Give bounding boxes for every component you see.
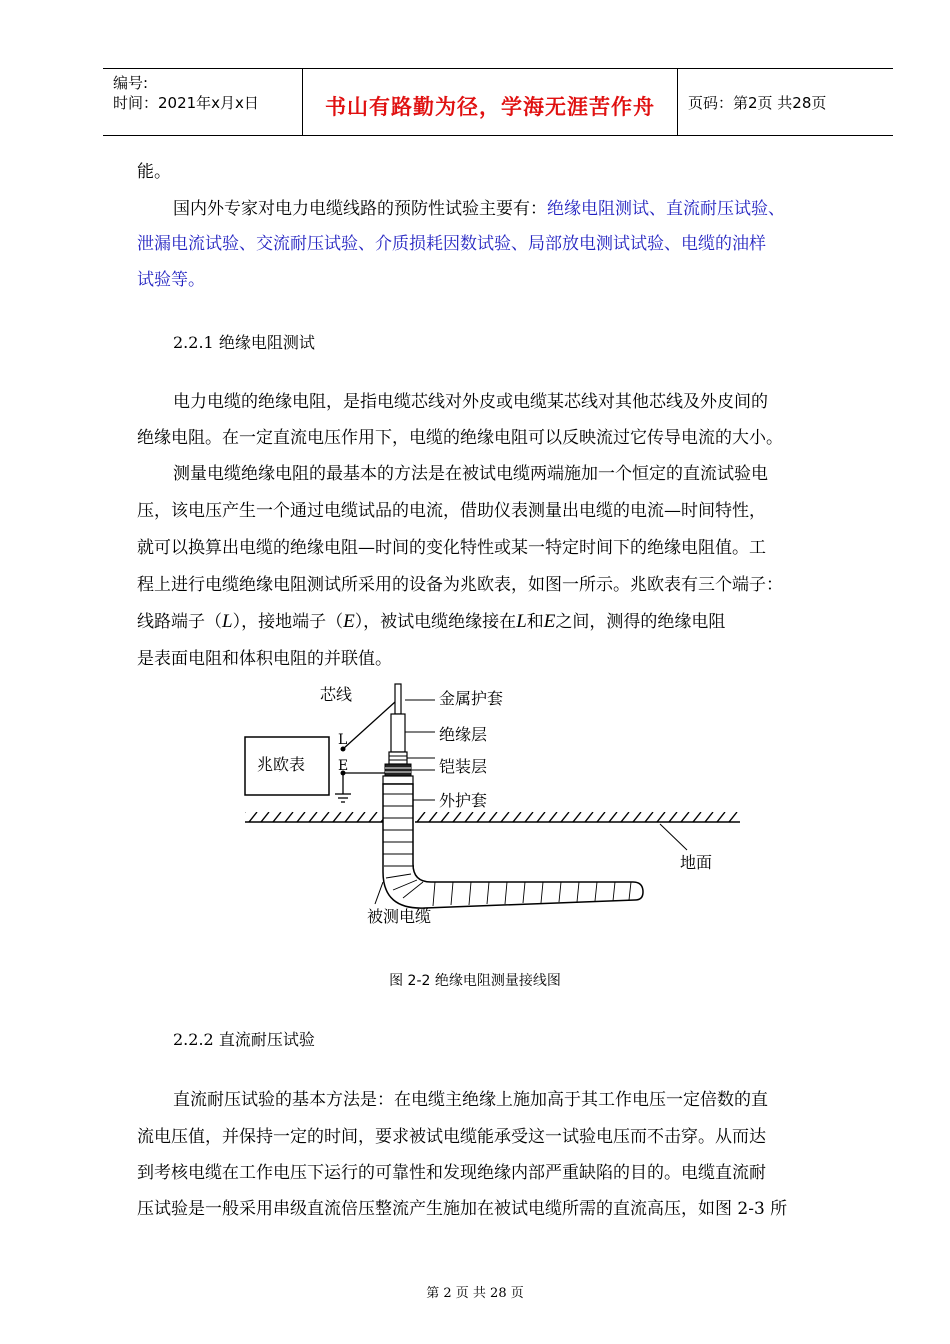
paragraph-method-line-2: 压，该电压产生一个通过电缆试品的电流，借助仪表测量出电缆的电流—时间特性， <box>137 501 766 521</box>
header-page-number: 页码：第2页 共28页 <box>688 94 827 112</box>
label-terminal-E: E <box>338 758 349 774</box>
paragraph-insulation-line-2: 绝缘电阻。在一定直流电压作用下，电缆的绝缘电阻可以反映流过它传导电流的大小。 <box>137 428 783 448</box>
cable-core <box>395 684 401 714</box>
label-armor: 铠装层 <box>439 757 488 776</box>
terminal-symbol-E: E <box>543 611 556 632</box>
section-number: 2.2.2 <box>173 1030 214 1049</box>
paragraph-continuation: 能。 <box>137 162 171 182</box>
paragraph-dc-line-4: 压试验是一般采用串级直流倍压整流产生施加在被试电缆所需的直流高压，如图 2-3 所 <box>137 1199 788 1219</box>
test-list-link-3: 试验等。 <box>137 270 205 290</box>
test-list-link-1: 绝缘电阻测试、直流耐压试验、 <box>547 199 785 219</box>
label-core: 芯线 <box>320 685 353 704</box>
paragraph-method-line-1: 测量电缆绝缘电阻的最基本的方法是在被试电缆两端施加一个恒定的直流试验电 <box>173 464 768 484</box>
page-header <box>103 68 893 136</box>
text-run: ），被试电缆绝缘接在 <box>354 612 517 632</box>
paragraph-dc-line-2: 流电压值，并保持一定的时间，要求被试电缆能承受这一试验电压而不击穿。从而达 <box>137 1127 766 1147</box>
document-number-label: 编号: <box>113 74 149 92</box>
section-heading-2-2-2 <box>173 1027 315 1050</box>
section-title: 直流耐压试验 <box>218 1030 315 1049</box>
paragraph-test-list <box>137 192 877 226</box>
header-info-cell <box>103 69 303 135</box>
text-run: 线路端子（ <box>137 612 222 632</box>
page-footer: 第 2 页 共 28 页 <box>426 1286 524 1301</box>
terminal-symbol-L: L <box>222 611 233 632</box>
wire-L <box>343 702 395 749</box>
label-terminal-L: L <box>338 732 348 748</box>
terminal-symbol-L: L <box>516 611 527 632</box>
test-list-lead: 国内外专家对电力电缆线路的预防性试验主要有： <box>173 199 547 219</box>
test-list-link-2: 泄漏电流试验、交流耐压试验、介质损耗因数试验、局部放电测试试验、电缆的油样 <box>137 234 766 254</box>
paragraph-dc-line-3: 到考核电缆在工作电压下运行的可靠性和发现绝缘内部严重缺陷的目的。电缆直流耐 <box>137 1163 766 1183</box>
text-run: 之间，测得的绝缘电阻 <box>555 612 726 632</box>
cable-outer-jacket <box>383 784 643 908</box>
paragraph-insulation-line-1: 电力电缆的绝缘电阻，是指电缆芯线对外皮或电缆某芯线对其他芯线及外皮间的 <box>173 392 768 412</box>
document-time-label: 时间：2021年x月x日 <box>113 94 259 112</box>
section-number: 2.2.1 <box>173 333 214 352</box>
label-megohmmeter: 兆欧表 <box>257 755 306 774</box>
label-outer-jacket: 外护套 <box>439 791 488 810</box>
figure-caption: 图 2-2 绝缘电阻测量接线图 <box>389 973 561 989</box>
ground-symbol-icon <box>335 794 351 802</box>
paragraph-method-line-3: 就可以换算出电缆的绝缘电阻—时间的变化特性或某一特定时间下的绝缘电阻值。工 <box>137 538 766 558</box>
section-title: 绝缘电阻测试 <box>218 333 315 352</box>
text-run: ），接地端子（ <box>232 612 344 632</box>
paragraph-dc-line-1: 直流耐压试验的基本方法是：在电缆主绝缘上施加高于其工作电压一定倍数的直 <box>173 1090 768 1110</box>
cable-metal-sheath <box>391 714 405 752</box>
header-motto: 书山有路勤为径，学海无涯苦作舟 <box>325 95 655 119</box>
header-page-cell <box>678 69 893 135</box>
section-heading-2-2-1 <box>173 330 315 353</box>
text-run: 和 <box>526 612 544 632</box>
cable-armor <box>383 764 413 784</box>
paragraph-method-line-4: 程上进行电缆绝缘电阻测试所采用的设备为兆欧表，如图一所示。兆欧表有三个端子： <box>137 575 783 595</box>
label-metal-sheath: 金属护套 <box>439 689 504 708</box>
label-ground: 地面 <box>680 853 713 872</box>
header-motto-cell <box>303 69 678 135</box>
paragraph-method-line-5 <box>137 605 877 639</box>
paragraph-method-line-6: 是表面电阻和体积电阻的并联值。 <box>137 649 392 669</box>
insulation-measurement-diagram <box>235 682 745 932</box>
label-insulation: 绝缘层 <box>439 725 488 744</box>
ground-surface <box>245 812 740 822</box>
cable-insulation <box>389 752 407 764</box>
label-cable-under-test: 被测电缆 <box>367 907 432 926</box>
terminal-symbol-E: E <box>343 611 355 632</box>
